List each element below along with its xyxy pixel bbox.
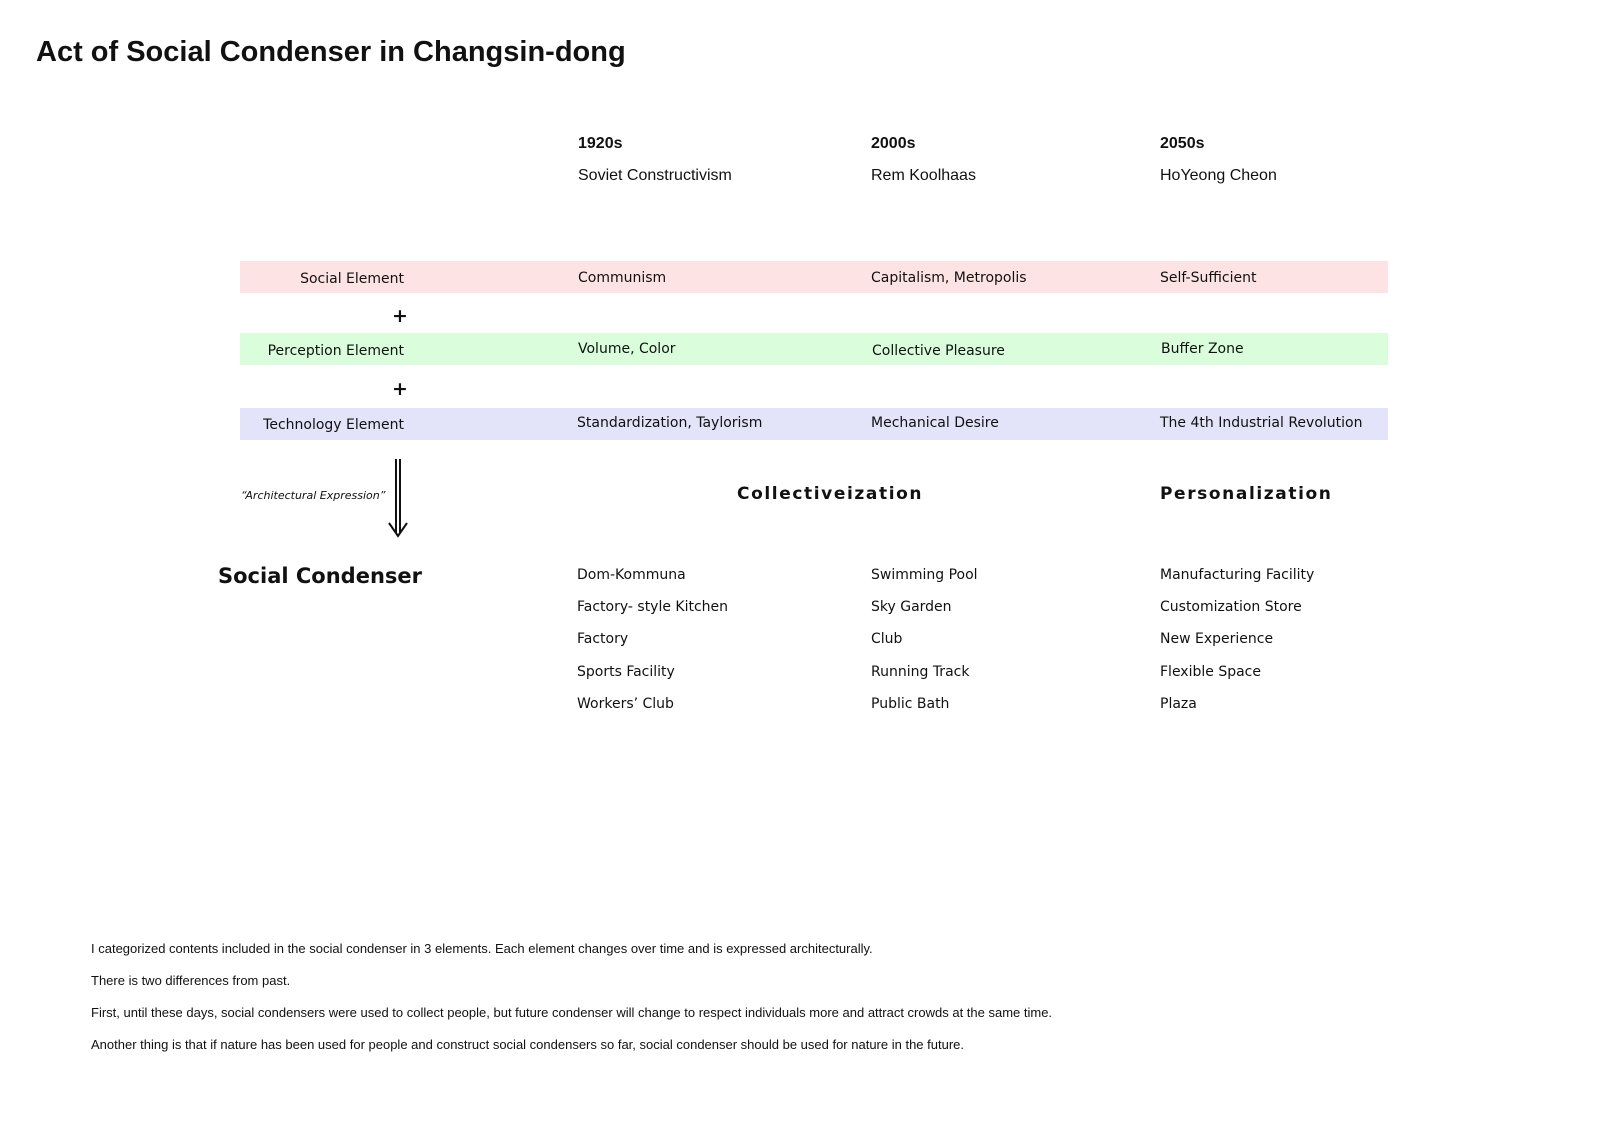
social-element-1920s: Communism [578,270,667,286]
social-element-label: Social Element [300,271,404,287]
condenser-item-2050s-2: Customization Store [1160,599,1302,615]
era-name-1920s: Soviet Constructivism [578,167,732,184]
condenser-item-2000s-3: Club [871,631,903,647]
condenser-item-1920s-2: Factory- style Kitchen [577,599,729,615]
condenser-item-2000s-4: Running Track [871,664,970,680]
era-year-2050s: 2050s [1160,135,1205,152]
social-condenser-label: Social Condenser [218,564,422,588]
social-element-2050s: Self-Sufficient [1160,270,1257,286]
condenser-item-2000s-1: Swimming Pool [871,567,978,583]
era-year-2000s: 2000s [871,135,916,152]
note-paragraph-3: First, until these days, social condensers were used to collect people, but future condenser will change to respect individuals more and attract crowds at the same time. [91,1005,1053,1020]
condenser-item-2050s-1: Manufacturing Facility [1160,567,1315,583]
era-year-1920s: 1920s [578,135,623,152]
note-paragraph-4: Another thing is that if nature has been used for people and construct social condensers so far, social condenser should be used for nature in the future. [91,1037,964,1052]
technology-element-2050s: The 4th Industrial Revolution [1160,415,1363,431]
condenser-item-2050s-3: New Experience [1160,631,1274,647]
plus-sign-1: + [392,305,408,327]
condenser-item-2050s-5: Plaza [1160,696,1197,712]
phase-collectivization: Collectiveization [737,484,924,504]
social-element-2000s: Capitalism, Metropolis [871,270,1027,286]
architectural-expression-label: “Architectural Expression” [241,489,386,502]
era-name-2000s: Rem Koolhaas [871,167,976,184]
perception-element-1920s: Volume, Color [578,341,676,357]
double-arrow-down-icon [387,459,409,539]
note-paragraph-2: There is two differences from past. [91,973,291,988]
perception-element-2050s: Buffer Zone [1161,341,1244,357]
plus-sign-2: + [392,378,408,400]
perception-element-2000s: Collective Pleasure [872,343,1005,359]
technology-element-1920s: Standardization, Taylorism [577,415,763,431]
phase-personalization: Personalization [1160,484,1333,504]
condenser-item-1920s-4: Sports Facility [577,664,675,680]
technology-element-label: Technology Element [263,417,404,433]
perception-element-label: Perception Element [267,343,404,359]
condenser-item-1920s-1: Dom-Kommuna [577,567,686,583]
note-paragraph-1: I categorized contents included in the social condenser in 3 elements. Each element changes over time and is expressed architecturally. [91,941,873,956]
condenser-item-1920s-5: Workers’ Club [577,696,674,712]
condenser-item-2050s-4: Flexible Space [1160,664,1261,680]
page-title: Act of Social Condenser in Changsin-dong [36,36,626,68]
condenser-item-2000s-5: Public Bath [871,696,950,712]
condenser-item-2000s-2: Sky Garden [871,599,952,615]
condenser-item-1920s-3: Factory [577,631,629,647]
era-name-2050s: HoYeong Cheon [1160,167,1277,184]
technology-element-2000s: Mechanical Desire [871,415,999,431]
